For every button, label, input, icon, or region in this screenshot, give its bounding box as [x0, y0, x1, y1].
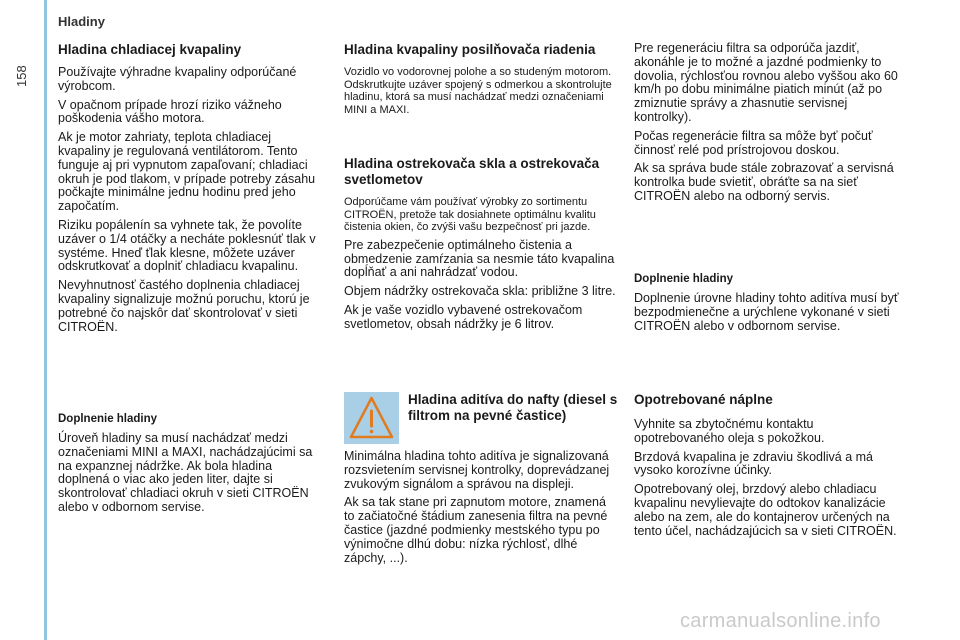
coolant-paragraph: Ak je motor zahriaty, teplota chladiacej kvapaliny je regulovaná ventilátorom. Tento funguje aj pri vypnutom zapaľovaní; chladiaci okruh je pod tlakom, v prípade potreby zásahu počkajte minimálne jednu hodinu pred jeho započatím.: [58, 130, 316, 214]
coolant-paragraph: Riziku popálenín sa vyhnete tak, že povolíte uzáver o 1/4 otáčky a necháte poklesnúť tlak v systéme. Hneď ťlak klesne, môžete uzáver odskrutkovať a doplniť chladiacu kvapalinu.: [58, 217, 316, 274]
diesel-additive-heading-block: [408, 392, 623, 432]
regeneration-paragraph: Ak sa správa bude stále zobrazovať a servisná kontrolka bude svietiť, obráťte sa na sieť CITROËN alebo na odborný servis.: [634, 161, 894, 203]
coolant-refill-text: Úroveň hladiny sa musí nachádzať medzi označeniami MINI a MAXI, nachádzajúcimi sa na expanznej nádržke. Ak bola hladina doplnená o viac ako jeden liter, dajte si skontrolovať chladiaci okruh v sieti CITROËN alebo v odbornom servise.: [58, 431, 313, 514]
used-fluids-paragraph: Opotrebovaný olej, brzdový alebo chladiacu kvapalinu nevylievajte do odtokov kanalizácie alebo na zem, ale do kontajnerov určených na tento účel, nachádzajúcich sa v sieti CITROËN.: [634, 482, 897, 538]
diesel-additive-paragraph: Minimálna hladina tohto aditíva je signalizovaná rozsvietením servisnej kontrolky, doprevádzanej zvukovým signálom a správou na displeji.: [344, 449, 610, 491]
used-fluids-paragraph: Vyhnite sa zbytočnému kontaktu opotrebovaného oleja s pokožkou.: [634, 417, 825, 445]
warning-box: [344, 392, 399, 444]
column-1: [58, 42, 323, 339]
washer-heading: Hladina ostrekovača skla a ostrekovača svetlometov: [344, 156, 600, 187]
page-number: 158: [14, 65, 29, 87]
coolant-paragraph: V opačnom prípade hrozí riziko vážneho poškodenia vášho motora.: [58, 97, 282, 126]
used-fluids-paragraph: Brzdová kvapalina je zdraviu škodlivá a má vysoko korozívne účinky.: [634, 449, 874, 478]
diesel-additive-section: [344, 450, 619, 570]
additive-refill-text: Doplnenie úrovne hladiny tohto aditíva musí byť bezpodmienečne a urýchlene vykonané v sieti CITROËN alebo v odbornom servise.: [634, 291, 899, 333]
warning-triangle-icon: [344, 392, 399, 444]
used-fluids-heading: Opotrebované náplne: [634, 392, 773, 407]
washer-section: [344, 156, 619, 337]
additive-refill-heading: Doplnenie hladiny: [634, 273, 734, 285]
regeneration-paragraph: Počas regenerácie filtra sa môže byť počuť činnosť relé pod prístrojovou doskou.: [634, 128, 873, 157]
regeneration-paragraph: Pre regeneráciu filtra sa odporúča jazdiť, akonáhle je to možné a jazdné podmienky to dovolia, rýchlosťou rovnou alebo vyššou ako 60 km/h po dobu minimálne piatich minút (až po zmiznutie správy a zhasnutie servisnej kontrolky).: [634, 41, 898, 124]
coolant-refill-heading: Doplnenie hladiny: [58, 413, 158, 425]
section-header-title: Hladiny: [58, 14, 105, 29]
power-steering-text: Vozidlo vo vodorovnej polohe a so studeným motorom. Odskrutkujte uzáver spojený s odmerkou a skontrolujte hladinu, ktorá sa musí nachádzať medzi označeniami MINI a MAXI.: [344, 66, 612, 116]
washer-paragraph: Objem nádržky ostrekovača skla: približne 3 litre.: [344, 284, 616, 299]
side-accent-bar: [44, 0, 47, 640]
column-3: [634, 42, 906, 209]
coolant-refill-section: [58, 412, 323, 520]
power-steering-heading: Hladina kvapaliny posilňovača riadenia: [344, 42, 596, 57]
coolant-heading: Hladina chladiacej kvapaliny: [58, 42, 242, 57]
additive-refill-section: [634, 272, 906, 338]
diesel-additive-paragraph: Ak sa tak stane pri zapnutom motore, znamená to začiatočné štádium zanesenia filtra na pevné častice (jazdné podmienky mestského typu po výnimočne dlhú dobu: nízka rýchlosť, dlhé zápchy, ...).: [344, 495, 608, 565]
washer-paragraph: Pre zabezpečenie optimálneho čistenia a obmedzenie zamŕzania sa nesmie táto kvapalina dopĺňať a ani nahrádzať vodou.: [344, 237, 615, 280]
coolant-paragraph: Používajte výhradne kvapaliny odporúčané výrobcom.: [58, 65, 297, 93]
coolant-paragraph: Nevyhnutnosť častého doplnenia chladiacej kvapaliny signalizuje možnú poruchu, ktorú je potrebné čo najskôr dať skontrolovať v sieti CITROËN.: [58, 278, 310, 334]
used-fluids-section: [634, 392, 906, 543]
watermark-text: carmanualsonline.info: [680, 610, 881, 632]
washer-intro: Odporúčame vám používať výrobky zo sortimentu CITROËN, pretože tak dosiahnete optimálnu kvalitu čistenia okien, čo zvýši vašu bezpečnosť pri jazde.: [344, 196, 596, 234]
washer-paragraph: Ak je vaše vozidlo vybavené ostrekovačom svetlometov, obsah nádržky je 6 litrov.: [344, 302, 583, 331]
column-2: [344, 42, 619, 121]
diesel-additive-heading: Hladina aditíva do nafty (diesel s filtrom na pevné častice): [408, 392, 618, 423]
